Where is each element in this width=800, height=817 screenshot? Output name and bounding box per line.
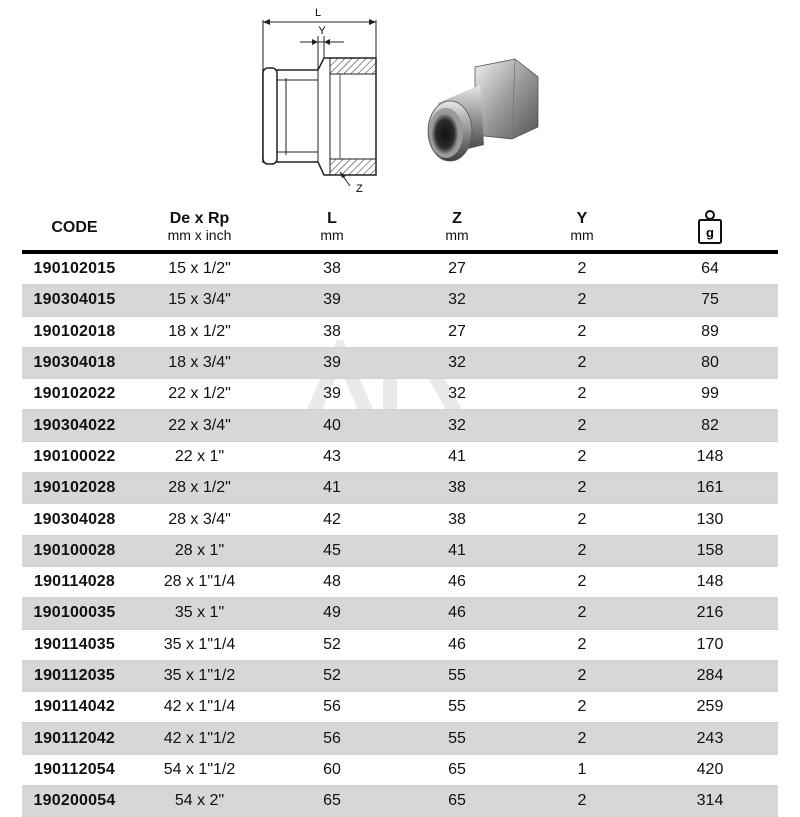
cell-weight: 64 — [642, 252, 778, 285]
cell-size: 28 x 1" — [127, 535, 272, 566]
table-row — [22, 598, 778, 629]
cell-l: 52 — [272, 629, 392, 660]
cell-size: 22 x 3/4" — [127, 410, 272, 441]
cell-code: 190112054 — [22, 754, 127, 785]
cell-z: 32 — [392, 347, 522, 378]
cell-y: 2 — [522, 347, 642, 378]
product-table — [22, 204, 778, 817]
cell-z: 65 — [392, 754, 522, 785]
cell-l: 60 — [272, 754, 392, 785]
cell-z: 46 — [392, 566, 522, 597]
cell-l: 56 — [272, 723, 392, 754]
cell-l: 42 — [272, 504, 392, 535]
cell-weight: 161 — [642, 473, 778, 504]
cell-z: 27 — [392, 316, 522, 347]
cell-weight: 80 — [642, 347, 778, 378]
cell-y: 2 — [522, 598, 642, 629]
cell-weight: 420 — [642, 754, 778, 785]
cell-code: 190100035 — [22, 598, 127, 629]
cell-z: 46 — [392, 598, 522, 629]
cell-z: 32 — [392, 285, 522, 316]
cell-weight: 99 — [642, 379, 778, 410]
cell-z: 41 — [392, 441, 522, 472]
cell-size: 54 x 1"1/2 — [127, 754, 272, 785]
label-L: L — [314, 7, 322, 19]
cell-y: 2 — [522, 692, 642, 723]
cell-size: 35 x 1" — [127, 598, 272, 629]
cell-y: 2 — [522, 316, 642, 347]
cell-code: 190200054 — [22, 786, 127, 817]
header-dexrp: De x Rp mm x inch — [167, 210, 232, 243]
cell-size: 54 x 2" — [127, 786, 272, 817]
cell-y: 2 — [522, 629, 642, 660]
header-z: Z mm — [445, 210, 469, 243]
cell-l: 40 — [272, 410, 392, 441]
cell-code: 190100022 — [22, 441, 127, 472]
cell-weight: 243 — [642, 723, 778, 754]
cell-l: 39 — [272, 379, 392, 410]
cell-l: 65 — [272, 786, 392, 817]
table-row — [22, 723, 778, 754]
cell-code: 190102018 — [22, 316, 127, 347]
cell-y: 2 — [522, 786, 642, 817]
cell-size: 35 x 1"1/4 — [127, 629, 272, 660]
cell-code: 190114028 — [22, 566, 127, 597]
cell-y: 1 — [522, 754, 642, 785]
cell-y: 2 — [522, 410, 642, 441]
table-row — [22, 566, 778, 597]
cell-z: 27 — [392, 252, 522, 285]
table-row — [22, 379, 778, 410]
cell-y: 2 — [522, 252, 642, 285]
cell-code: 190102028 — [22, 473, 127, 504]
cell-size: 22 x 1" — [127, 441, 272, 472]
cell-l: 38 — [272, 252, 392, 285]
cell-z: 38 — [392, 504, 522, 535]
cell-y: 2 — [522, 473, 642, 504]
cell-z: 46 — [392, 629, 522, 660]
cell-weight: 170 — [642, 629, 778, 660]
cell-size: 18 x 1/2" — [127, 316, 272, 347]
cell-code: 190112035 — [22, 660, 127, 691]
table-body — [22, 252, 778, 817]
cell-z: 41 — [392, 535, 522, 566]
cell-l: 48 — [272, 566, 392, 597]
table-row — [22, 473, 778, 504]
cell-l: 49 — [272, 598, 392, 629]
cell-z: 65 — [392, 786, 522, 817]
cell-code: 190304028 — [22, 504, 127, 535]
cell-code: 190304018 — [22, 347, 127, 378]
table-row — [22, 504, 778, 535]
cell-weight: 89 — [642, 316, 778, 347]
header-code: CODE — [51, 218, 98, 236]
cell-l: 39 — [272, 285, 392, 316]
header-weight — [642, 204, 778, 252]
cell-size: 18 x 3/4" — [127, 347, 272, 378]
table-row — [22, 692, 778, 723]
cell-code: 190304022 — [22, 410, 127, 441]
label-Y: Y — [318, 25, 326, 37]
cell-size: 28 x 3/4" — [127, 504, 272, 535]
cell-code: 190112042 — [22, 723, 127, 754]
cell-weight: 75 — [642, 285, 778, 316]
table-row — [22, 410, 778, 441]
weight-icon — [697, 209, 723, 245]
product-photo — [420, 55, 550, 175]
cell-code: 190114035 — [22, 629, 127, 660]
table-header-row — [22, 204, 778, 252]
cell-size: 35 x 1"1/2 — [127, 660, 272, 691]
table-row — [22, 754, 778, 785]
cell-z: 38 — [392, 473, 522, 504]
cell-l: 39 — [272, 347, 392, 378]
cell-weight: 216 — [642, 598, 778, 629]
cell-weight: 82 — [642, 410, 778, 441]
cell-size: 42 x 1"1/4 — [127, 692, 272, 723]
table-row — [22, 629, 778, 660]
cell-code: 190100028 — [22, 535, 127, 566]
cell-y: 2 — [522, 379, 642, 410]
cell-weight: 284 — [642, 660, 778, 691]
cell-size: 28 x 1"1/4 — [127, 566, 272, 597]
cell-weight: 314 — [642, 786, 778, 817]
header-l: L mm — [320, 210, 344, 243]
cell-z: 55 — [392, 660, 522, 691]
cell-y: 2 — [522, 566, 642, 597]
cell-l: 52 — [272, 660, 392, 691]
cell-l: 38 — [272, 316, 392, 347]
cell-code: 190114042 — [22, 692, 127, 723]
cell-y: 2 — [522, 723, 642, 754]
cell-size: 22 x 1/2" — [127, 379, 272, 410]
cell-l: 41 — [272, 473, 392, 504]
technical-drawing — [0, 0, 800, 205]
cell-weight: 130 — [642, 504, 778, 535]
table-row — [22, 786, 778, 817]
cell-size: 28 x 1/2" — [127, 473, 272, 504]
table-row — [22, 252, 778, 285]
cell-weight: 148 — [642, 566, 778, 597]
cell-weight: 259 — [642, 692, 778, 723]
label-Z: Z — [356, 183, 363, 195]
cell-l: 45 — [272, 535, 392, 566]
weight-unit-label: g — [706, 225, 714, 240]
cell-l: 43 — [272, 441, 392, 472]
table-row — [22, 347, 778, 378]
table-row — [22, 441, 778, 472]
cell-weight: 148 — [642, 441, 778, 472]
table-row — [22, 660, 778, 691]
cell-code: 190102022 — [22, 379, 127, 410]
cell-y: 2 — [522, 441, 642, 472]
cell-size: 15 x 3/4" — [127, 285, 272, 316]
cell-weight: 158 — [642, 535, 778, 566]
cell-z: 32 — [392, 379, 522, 410]
table-row — [22, 285, 778, 316]
cell-y: 2 — [522, 285, 642, 316]
cell-z: 55 — [392, 692, 522, 723]
cell-size: 15 x 1/2" — [127, 252, 272, 285]
product-figures — [0, 0, 800, 205]
header-y: Y mm — [570, 210, 594, 243]
cell-y: 2 — [522, 535, 642, 566]
cell-code: 190304015 — [22, 285, 127, 316]
cell-size: 42 x 1"1/2 — [127, 723, 272, 754]
specification-table — [22, 204, 778, 817]
table-row — [22, 535, 778, 566]
cell-l: 56 — [272, 692, 392, 723]
cell-y: 2 — [522, 504, 642, 535]
cell-z: 55 — [392, 723, 522, 754]
cell-code: 190102015 — [22, 252, 127, 285]
cell-z: 32 — [392, 410, 522, 441]
table-row — [22, 316, 778, 347]
cell-y: 2 — [522, 660, 642, 691]
